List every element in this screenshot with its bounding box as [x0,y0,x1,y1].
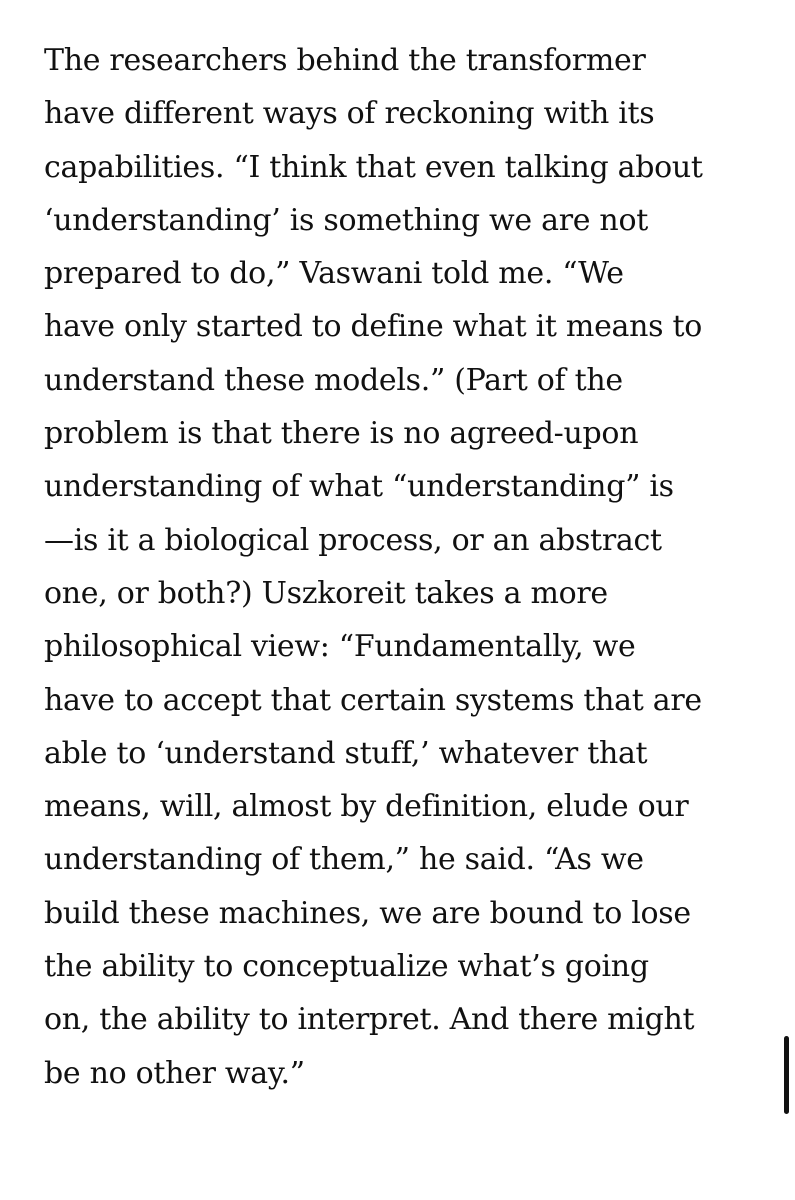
article-line: one, or both?) Uszkoreit takes a more [44,575,608,611]
scrollbar[interactable] [779,0,789,1200]
article-line: have only started to define what it means to [44,309,702,345]
article-line: be no other way.” [44,1055,305,1091]
article-line: philosophical view: “Fundamentally, we [44,629,636,665]
article-line: able to ‘understand stuff,’ whatever that [44,735,648,771]
article-text [44,34,784,1100]
scrollbar-thumb[interactable] [784,1036,789,1114]
article-line: means, will, almost by definition, elude our [44,789,689,825]
article-line: the ability to conceptualize what’s going [44,949,649,985]
article-line: prepared to do,” Vaswani told me. “We [44,256,624,292]
article-line: have different ways of reckoning with its [44,96,655,132]
article-line: problem is that there is no agreed-upon [44,416,639,452]
article-line: build these machines, we are bound to lose [44,895,691,931]
article-line: understanding of them,” he said. “As we [44,842,644,878]
article-line: The researchers behind the transformer [44,43,646,78]
article-line: capabilities. “I think that even talking about [44,149,703,185]
article-line: understand these models.” (Part of the [44,362,623,398]
article-line: have to accept that certain systems that are [44,682,702,718]
article-line: understanding of what “understanding” is [44,469,674,505]
article-line: ‘understanding’ is something we are not [44,202,648,238]
article-line: —is it a biological process, or an abstract [44,522,662,558]
article-line: on, the ability to interpret. And there might [44,1002,695,1038]
